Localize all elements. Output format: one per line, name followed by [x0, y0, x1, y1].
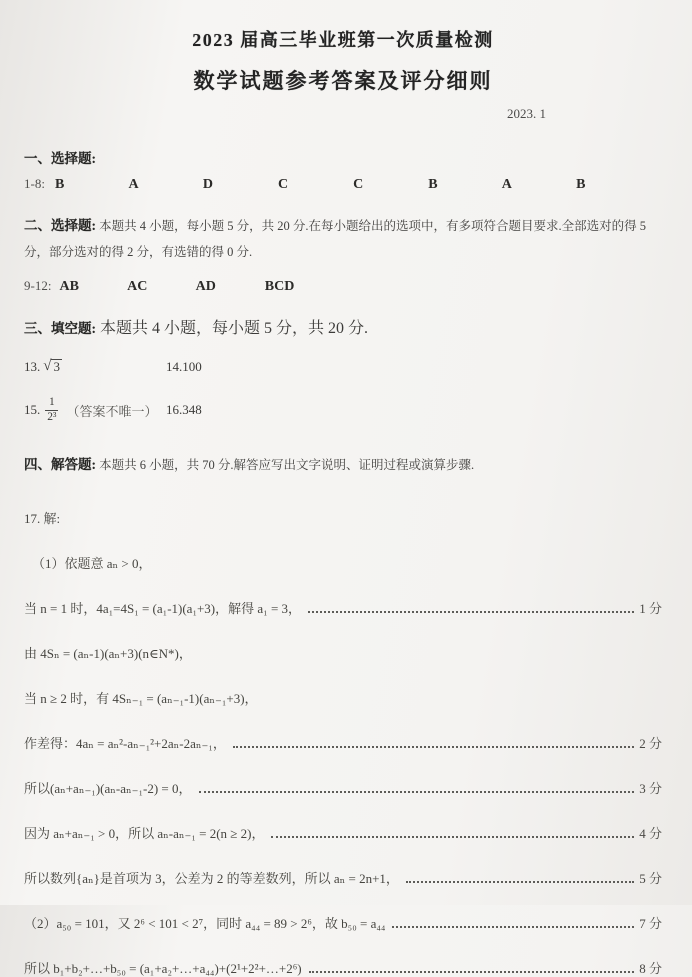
radical-sign: √	[43, 358, 52, 375]
solution-text: 所以 b₁+b₂+…+b₅₀ = (a₁+a₂+…+a₄₄)+(2¹+2²+…+2⁶)	[24, 961, 302, 977]
score-label: 7 分	[639, 916, 662, 932]
answer-15	[24, 396, 166, 423]
section-3-description: 本题共 4 小题，每小题 5 分，共 20 分.	[100, 320, 369, 338]
score-label: 8 分	[639, 961, 662, 977]
q13-sqrt-answer	[43, 359, 62, 375]
solution-line	[24, 913, 662, 932]
score-label: 1 分	[639, 601, 662, 617]
dotted-leader	[406, 881, 634, 883]
q15-fraction-answer	[45, 396, 58, 423]
solution-text: 因为 aₙ+aₙ₋₁ > 0，所以 aₙ-aₙ₋₁ = 2(n ≥ 2)，	[24, 826, 265, 842]
dotted-leader	[392, 926, 634, 928]
section-1-heading: 一、选择题:	[24, 151, 96, 166]
dotted-leader	[308, 611, 634, 613]
solution-text: 作差得：4aₙ = aₙ²-aₙ₋₁²+2aₙ-2aₙ₋₁，	[24, 736, 226, 752]
section-3-heading: 三、填空题:	[24, 321, 96, 337]
solution-text: 由 4Sₙ = (aₙ-1)(aₙ+3)(n∈N*)，	[24, 646, 192, 662]
solution-line	[24, 553, 662, 572]
solution-line	[24, 823, 662, 842]
solution-line	[24, 598, 662, 617]
answers-9-12: AB AC AD BCD	[59, 279, 295, 295]
radicand: 3	[53, 359, 60, 375]
score-label: 2 分	[639, 736, 662, 752]
fraction-denominator: 2³	[47, 410, 57, 423]
answer-range-label-9-12: 9-12:	[24, 278, 52, 294]
question-17-label: 17. 解:	[24, 511, 61, 527]
q15-note: （答案不唯一）	[66, 403, 158, 419]
solution-line	[24, 868, 662, 887]
solution-line	[24, 778, 662, 797]
score-label: 5 分	[639, 871, 662, 887]
solution-text: 当 n = 1 时，4a₁=4S₁ = (a₁-1)(a₁+3)，解得 a₁ = 3，	[24, 601, 302, 617]
answer-range-label-1-8: 1-8:	[24, 176, 45, 191]
section-2-heading: 二、选择题:	[24, 218, 96, 233]
solution-text: 所以(aₙ+aₙ₋₁)(aₙ-aₙ₋₁-2) = 0，	[24, 781, 192, 797]
dotted-leader	[233, 746, 634, 748]
section-4-heading: 四、解答题:	[24, 456, 96, 472]
fraction-numerator: 1	[48, 396, 55, 409]
answer-13	[24, 359, 166, 375]
solution-text: （1）依题意 aₙ > 0，	[32, 556, 152, 572]
exam-date: 2023. 1	[507, 106, 546, 121]
exam-title: 2023 届高三毕业班第一次质量检测	[192, 30, 494, 50]
fill-in-row-15-16	[24, 396, 662, 423]
solution-line	[24, 733, 662, 752]
fill-in-row-13-14	[24, 359, 662, 375]
solution-text: 所以数列{aₙ}是首项为 3，公差为 2 的等差数列，所以 aₙ = 2n+1，	[24, 871, 399, 887]
dotted-leader	[199, 791, 635, 793]
answer-16: 16.348	[166, 402, 202, 418]
q13-label: 13.	[24, 359, 41, 375]
q15-label: 15.	[24, 402, 41, 418]
section-2-description: 本题共 4 小题，每小题 5 分，共 20 分.在每小题给出的选项中，有多项符合题目要求.全部选对的得 5 分，部分选对的得 2 分，有选错的得 0 分.	[24, 219, 647, 259]
score-label: 4 分	[639, 826, 662, 842]
score-label: 3 分	[639, 781, 662, 797]
solution-line	[24, 688, 662, 707]
answers-row-9-12	[24, 278, 662, 295]
section-4-paragraph	[24, 451, 662, 479]
solution-line	[24, 643, 662, 662]
solution-line	[24, 958, 662, 977]
solution-text: （2）a₅₀ = 101，又 2⁶ < 101 < 2⁷，同时 a₄₄ = 89 > 2⁶，故 b₅₀ = a₄₄	[24, 916, 386, 932]
answers-row-1-8	[24, 176, 662, 193]
answers-1-8: B A D C C B A B	[54, 177, 586, 192]
answer-14: 14.100	[166, 359, 202, 375]
solution-text: 当 n ≥ 2 时，有 4Sₙ₋₁ = (aₙ₋₁-1)(aₙ₋₁+3)，	[24, 691, 258, 707]
dotted-leader	[309, 971, 635, 973]
section-4-description: 本题共 6 小题，共 70 分.解答应写出文字说明、证明过程或演算步骤.	[99, 457, 475, 472]
exam-subtitle: 数学试题参考答案及评分细则	[193, 69, 493, 93]
dotted-leader	[271, 836, 634, 838]
section-2-paragraph	[24, 212, 662, 265]
